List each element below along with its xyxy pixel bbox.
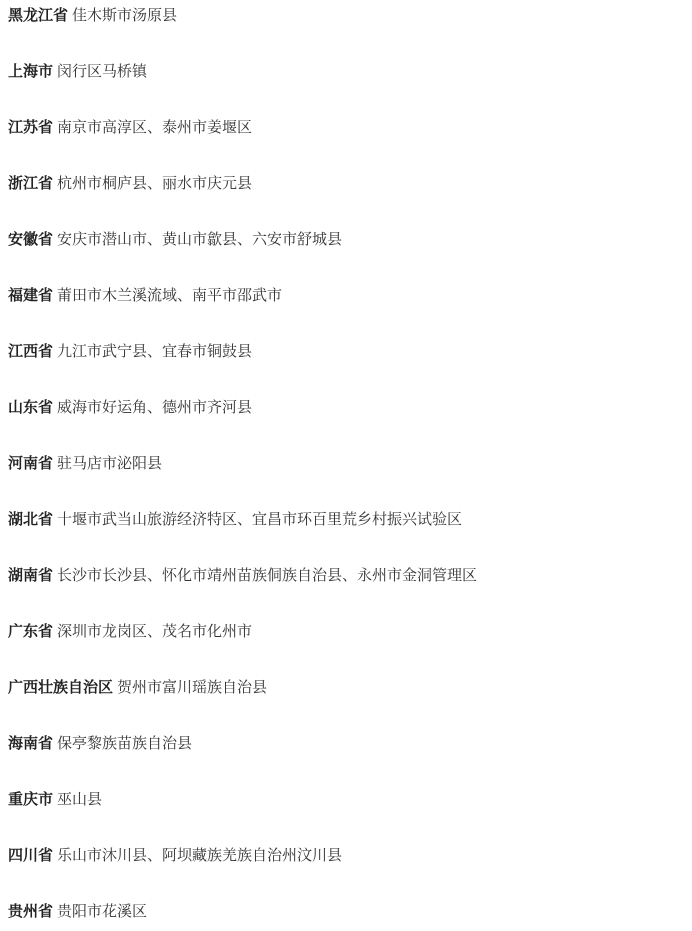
province-name: 福建省 xyxy=(8,286,54,304)
province-name: 上海市 xyxy=(8,62,54,80)
list-item xyxy=(8,843,342,867)
province-name: 黑龙江省 xyxy=(8,6,69,24)
places-text: 九江市武宁县、宜春市铜鼓县 xyxy=(57,342,253,360)
province-name: 广东省 xyxy=(8,622,54,640)
places-text: 安庆市潜山市、黄山市歙县、六安市舒城县 xyxy=(57,230,343,248)
province-name: 贵州省 xyxy=(8,902,54,920)
places-text: 十堰市武当山旅游经济特区、宜昌市环百里荒乡村振兴试验区 xyxy=(57,510,463,528)
province-name: 山东省 xyxy=(8,398,54,416)
list-item xyxy=(8,115,252,139)
places-text: 南京市高淳区、泰州市姜堰区 xyxy=(57,118,253,136)
province-name: 湖北省 xyxy=(8,510,54,528)
province-name: 四川省 xyxy=(8,846,54,864)
province-name: 安徽省 xyxy=(8,230,54,248)
list-item xyxy=(8,171,252,195)
list-item xyxy=(8,395,252,419)
province-name: 海南省 xyxy=(8,734,54,752)
places-text: 深圳市龙岗区、茂名市化州市 xyxy=(57,622,253,640)
places-text: 佳木斯市汤原县 xyxy=(72,6,178,24)
list-item xyxy=(8,451,162,475)
places-text: 驻马店市泌阳县 xyxy=(57,454,163,472)
province-name: 湖南省 xyxy=(8,566,54,584)
province-name: 重庆市 xyxy=(8,790,54,808)
list-item xyxy=(8,59,147,83)
places-text: 长沙市长沙县、怀化市靖州苗族侗族自治县、永州市金洞管理区 xyxy=(57,566,478,584)
province-name: 浙江省 xyxy=(8,174,54,192)
list-item xyxy=(8,619,252,643)
list-item xyxy=(8,787,102,811)
places-text: 乐山市沐川县、阿坝藏族羌族自治州汶川县 xyxy=(57,846,343,864)
province-name: 江西省 xyxy=(8,342,54,360)
places-text: 莆田市木兰溪流域、南平市邵武市 xyxy=(57,286,283,304)
province-name: 江苏省 xyxy=(8,118,54,136)
places-text: 威海市好运角、德州市齐河县 xyxy=(57,398,253,416)
list-item xyxy=(8,563,477,587)
list-item xyxy=(8,507,462,531)
list-item xyxy=(8,283,282,307)
places-text: 贵阳市花溪区 xyxy=(57,902,148,920)
places-text: 杭州市桐庐县、丽水市庆元县 xyxy=(57,174,253,192)
list-item xyxy=(8,731,192,755)
places-text: 闵行区马桥镇 xyxy=(57,62,148,80)
list-item xyxy=(8,227,342,251)
province-name: 广西壮族自治区 xyxy=(8,678,114,696)
places-text: 巫山县 xyxy=(57,790,103,808)
province-name: 河南省 xyxy=(8,454,54,472)
list-item xyxy=(8,899,147,923)
list-item xyxy=(8,675,267,699)
places-text: 保亭黎族苗族自治县 xyxy=(57,734,193,752)
places-text: 贺州市富川瑶族自治县 xyxy=(117,678,268,696)
list-item xyxy=(8,339,252,363)
list-item xyxy=(8,3,177,27)
